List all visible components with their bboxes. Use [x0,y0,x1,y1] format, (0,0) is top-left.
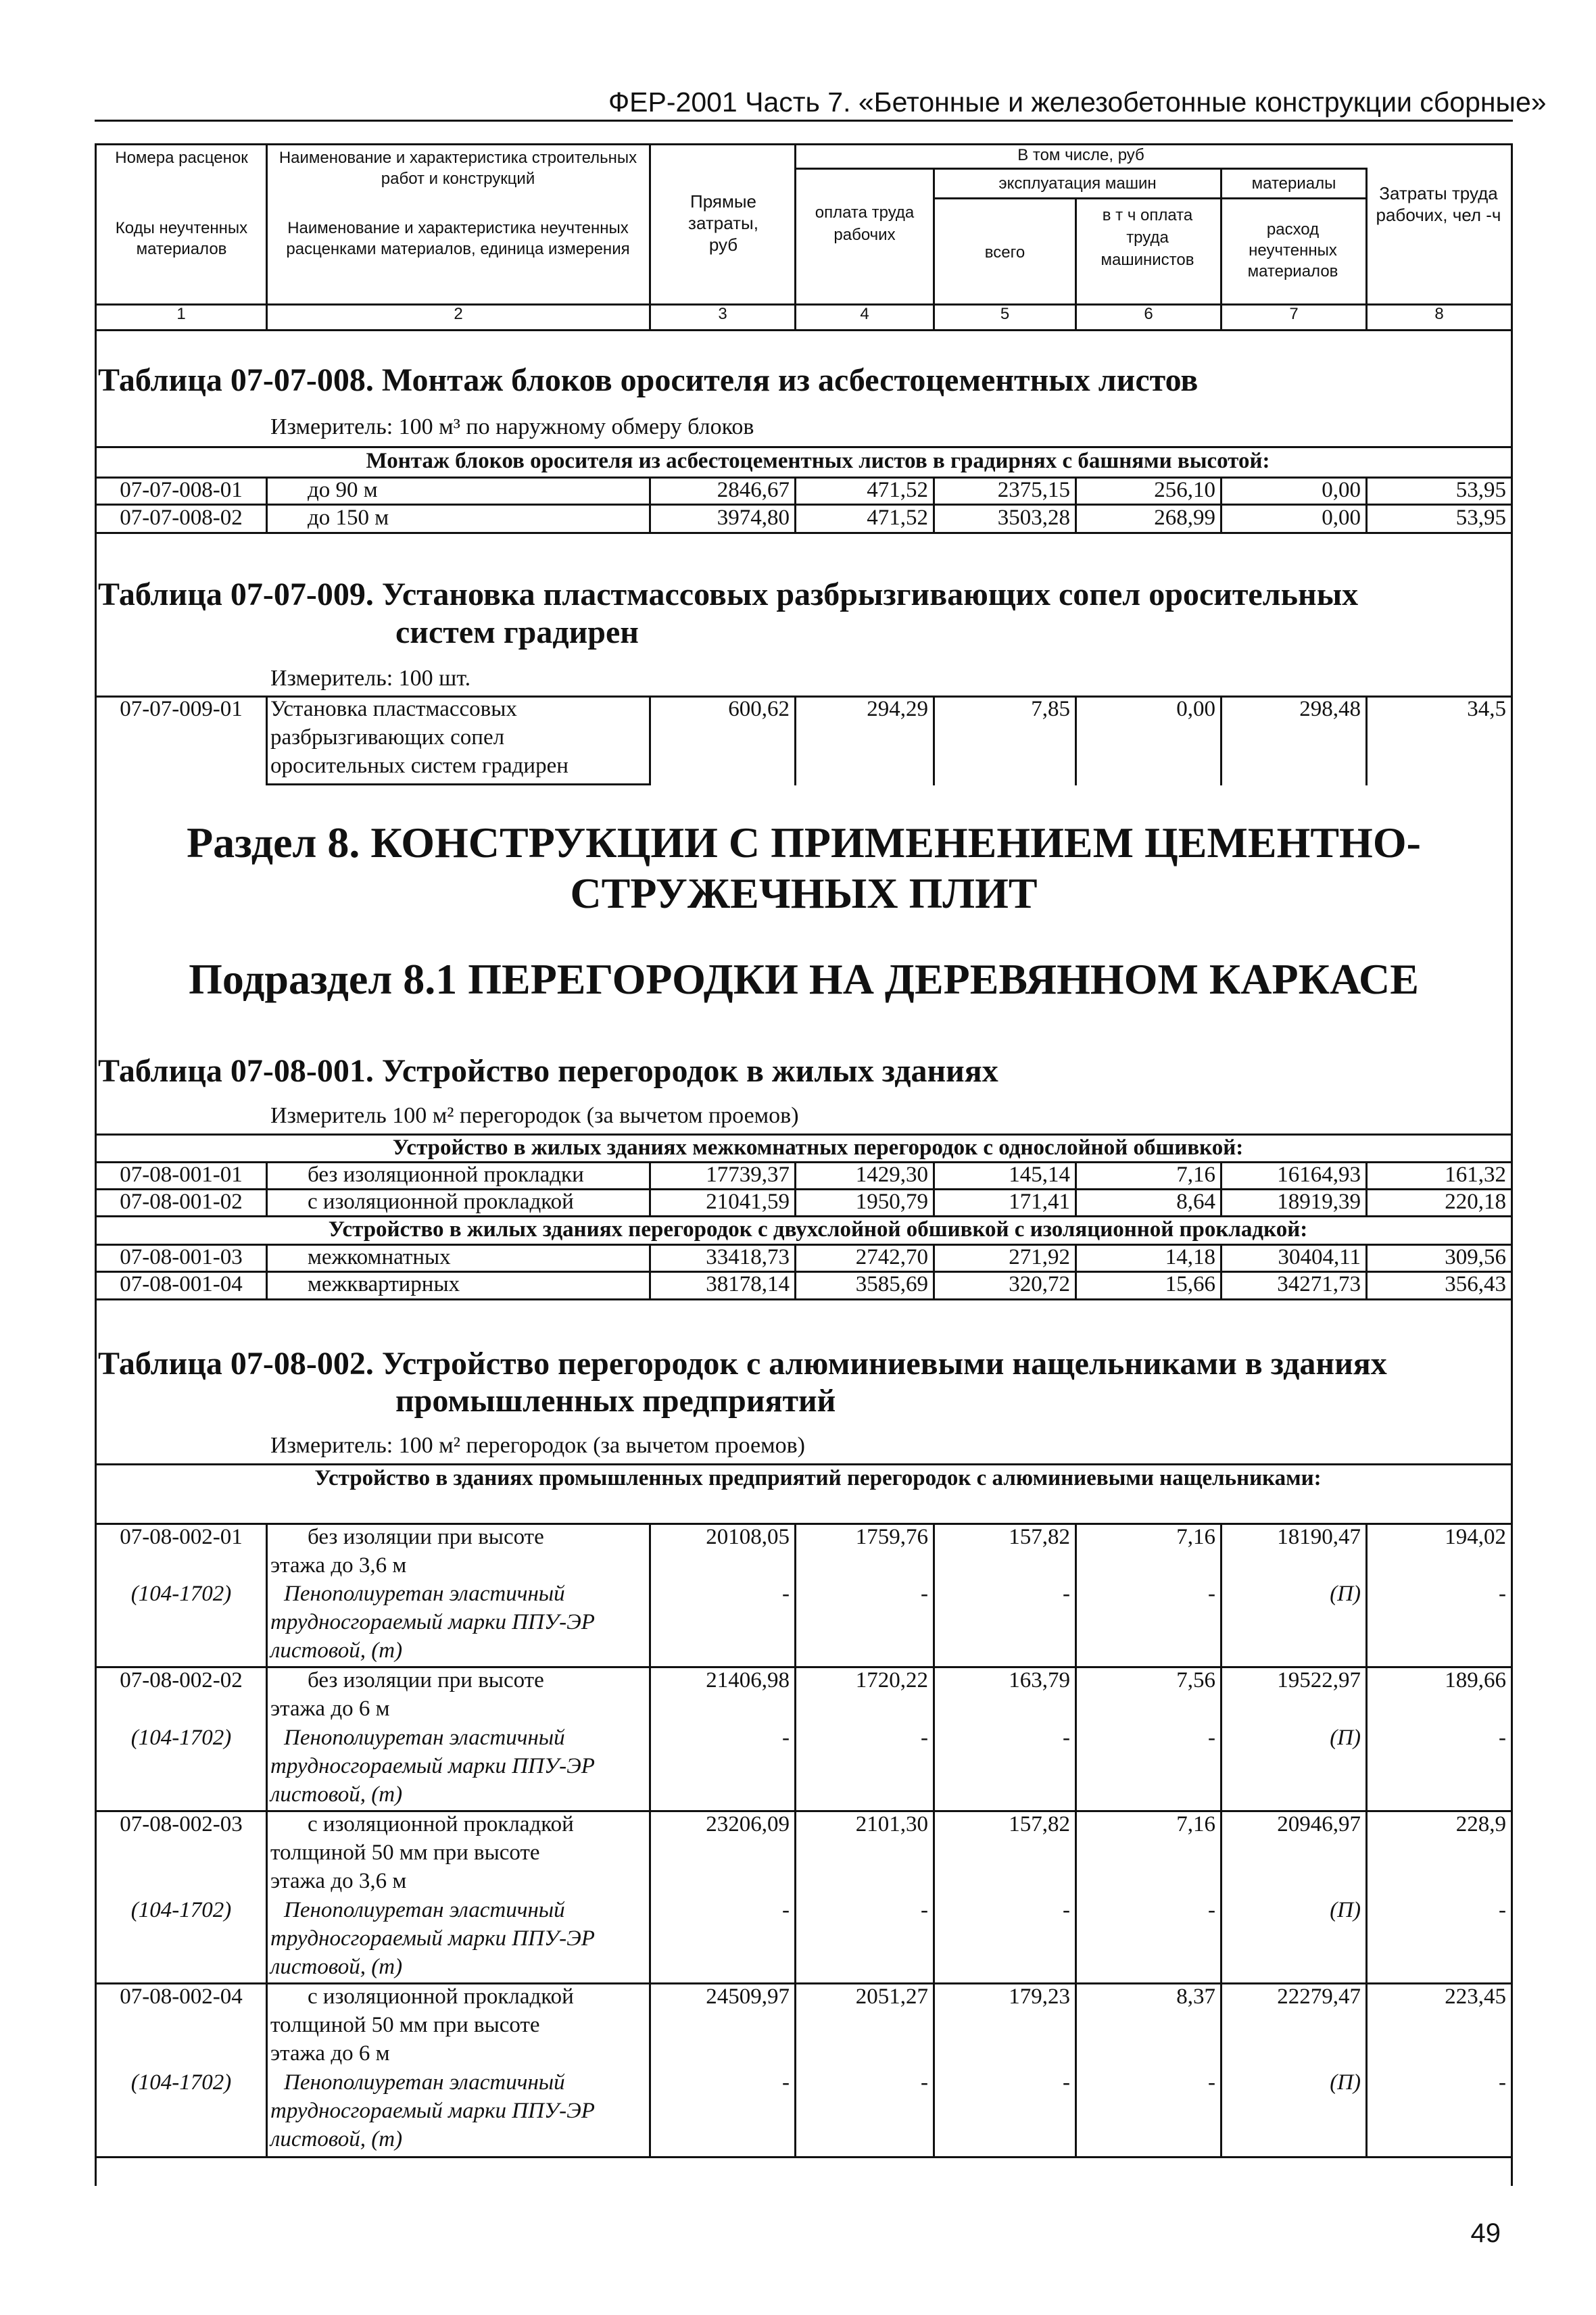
direct-costs: 3974,80 [717,506,790,530]
direct-costs: 33418,73 [706,1245,790,1269]
column-number: 2 [454,305,463,323]
running-header: ФЕР-2001 Часть 7. «Бетонные и железобетонные конструкции сборные» [608,87,1547,118]
material-name: Пенополиуретан эластичный [284,1898,565,1922]
column-header-including: В том числе, руб [1017,146,1144,164]
table-title-continued: промышленных предприятий [395,1383,836,1419]
operators-pay: 8,64 [1176,1190,1215,1214]
dash: - [1063,2070,1070,2095]
column-number: 1 [176,305,186,323]
machines-total: 145,14 [1009,1163,1070,1187]
materials-value: 18919,39 [1277,1190,1361,1214]
rate-code: 07-08-001-01 [120,1163,243,1187]
rate-code: 07-08-002-04 [120,1984,243,2009]
materials-value: 0,00 [1322,478,1361,502]
rate-code: 07-07-008-01 [120,478,243,502]
rate-code: 07-08-002-03 [120,1812,243,1836]
material-name: Пенополиуретан эластичный [284,2070,565,2095]
labor-pay: 2051,27 [855,1984,928,2009]
column-header-labor-hours: Затраты труда рабочих, чел -ч [1376,183,1501,225]
table-meter: Измеритель: 100 м² перегородок (за вычетом проемов) [270,1433,805,1458]
group-heading: Монтаж блоков оросителя из асбестоцементных листов в градирнях с башнями высотой: [366,449,1270,473]
column-header-operators-pay: в т ч оплата труда машинистов [1101,206,1194,269]
rate-name: этажа до 6 м [270,2041,390,2066]
labor-hours: 356,43 [1445,1272,1506,1296]
direct-costs: 23206,09 [706,1812,790,1836]
labor-hours: 309,56 [1445,1245,1506,1269]
material-project-mark: (П) [1330,1582,1361,1606]
labor-pay: 1759,76 [855,1525,928,1549]
column-header-labor-pay: оплата труда рабочих [815,203,915,244]
column-header-materials-names: Наименование и характеристика неучтенных расценками материалов, единица измерения [286,219,630,258]
dash: - [1499,1726,1506,1750]
frame-right [1511,143,1513,2186]
operators-pay: 268,99 [1154,506,1215,530]
materials-value: 298,48 [1299,697,1361,721]
operators-pay: 7,16 [1176,1163,1215,1187]
dash: - [1499,1898,1506,1922]
material-name: трудносгораемый марки ППУ-ЭР [270,2099,595,2123]
operators-pay: 14,18 [1165,1245,1215,1269]
materials-value: 30404,11 [1278,1245,1361,1269]
labor-pay: 3585,69 [855,1272,928,1296]
operators-pay: 7,16 [1176,1525,1215,1549]
direct-costs: 17739,37 [706,1163,790,1187]
section-title-continued: СТРУЖЕЧНЫХ ПЛИТ [570,869,1038,917]
materials-value: 22279,47 [1277,1984,1361,2009]
material-project-mark: (П) [1330,1726,1361,1750]
rate-code: 07-07-009-01 [120,697,243,721]
operators-pay: 15,66 [1165,1272,1215,1296]
material-name: трудносгораемый марки ППУ-ЭР [270,1754,595,1778]
labor-hours: 53,95 [1455,478,1506,502]
dash: - [921,1726,928,1750]
rate-name: межкомнатных [308,1245,451,1269]
labor-pay: 294,29 [867,697,928,721]
dash: - [1208,1726,1215,1750]
rate-name: разбрызгивающих сопел [270,725,505,750]
column-header-materials: материалы [1251,174,1336,193]
machines-total: 3503,28 [997,506,1070,530]
material-name: листовой, (т) [270,1955,403,1979]
dash: - [921,1898,928,1922]
direct-costs: 24509,97 [706,1984,790,2009]
dash: - [1208,2070,1215,2095]
subsection-title: Подраздел 8.1 ПЕРЕГОРОДКИ НА ДЕРЕВЯННОМ КАРКАСЕ [189,955,1419,1003]
column-number: 6 [1144,305,1153,323]
dash: - [1499,2070,1506,2095]
operators-pay: 8,37 [1176,1984,1215,2009]
group-heading: Устройство в жилых зданиях межкомнатных перегородок с однослойной обшивкой: [392,1136,1244,1160]
machines-total: 157,82 [1009,1812,1070,1836]
column-number: 4 [860,305,869,323]
labor-pay: 2101,30 [855,1812,928,1836]
rate-code: 07-08-002-01 [120,1525,243,1549]
material-code: (104-1702) [130,1582,232,1606]
labor-hours: 53,95 [1455,506,1506,530]
materials-value: 16164,93 [1277,1163,1361,1187]
material-name: трудносгораемый марки ППУ-ЭР [270,1610,595,1634]
material-code: (104-1702) [130,2070,232,2095]
material-name: листовой, (т) [270,1782,403,1807]
machines-total: 163,79 [1009,1668,1070,1692]
material-code: (104-1702) [130,1726,232,1750]
machines-total: 7,85 [1031,697,1070,721]
table-title: Таблица 07-07-009. Установка пластмассовых разбрызгивающих сопел оросительных [98,577,1359,612]
material-name: Пенополиуретан эластичный [284,1726,565,1750]
machines-total: 271,92 [1009,1245,1070,1269]
dash: - [921,2070,928,2095]
dash: - [1063,1726,1070,1750]
labor-hours: 34,5 [1467,697,1506,721]
page-number: 49 [1470,2218,1501,2248]
operators-pay: 0,00 [1176,697,1215,721]
dash: - [1063,1582,1070,1606]
column-header-works: Наименование и характеристика строительных работ и конструкций [279,149,637,188]
direct-costs: 20108,05 [706,1525,790,1549]
rate-name: до 90 м [308,478,378,502]
rate-name: толщиной 50 мм при высоте [270,2013,540,2037]
table-meter: Измеритель: 100 шт. [270,666,471,691]
material-project-mark: (П) [1330,2070,1361,2095]
rate-name: до 150 м [308,506,389,530]
rate-name: с изоляционной прокладкой [308,1812,574,1836]
section-title: Раздел 8. КОНСТРУКЦИИ С ПРИМЕНЕНИЕМ ЦЕМЕНТНО- [187,819,1421,867]
materials-value: 34271,73 [1277,1272,1361,1296]
labor-pay: 1429,30 [855,1163,928,1187]
table-title: Таблица 07-08-001. Устройство перегородок в жилых зданиях [98,1053,998,1089]
labor-hours: 194,02 [1445,1525,1506,1549]
labor-pay: 471,52 [867,478,928,502]
material-name: трудносгораемый марки ППУ-ЭР [270,1926,595,1951]
dash: - [1063,1898,1070,1922]
rate-name: этажа до 3,6 м [270,1553,407,1578]
materials-value: 20946,97 [1277,1812,1361,1836]
column-header-material-consumption: расход неучтенных материалов [1247,220,1338,281]
rate-code: 07-08-001-03 [120,1245,243,1269]
machines-total: 320,72 [1009,1272,1070,1296]
dash: - [782,2070,790,2095]
column-header-direct-costs: Прямые затраты, руб [688,191,758,255]
rate-name: толщиной 50 мм при высоте [270,1841,540,1865]
rate-name: без изоляции при высоте [308,1525,544,1549]
table-title: Таблица 07-07-008. Монтаж блоков оросителя из асбестоцементных листов [98,362,1199,398]
machines-total: 179,23 [1009,1984,1070,2009]
dash: - [782,1582,790,1606]
labor-pay: 1950,79 [855,1190,928,1214]
column-number: 3 [718,305,727,323]
labor-pay: 1720,22 [855,1668,928,1692]
materials-value: 0,00 [1322,506,1361,530]
dash: - [1208,1898,1215,1922]
operators-pay: 256,10 [1154,478,1215,502]
labor-hours: 223,45 [1445,1984,1506,2009]
direct-costs: 21406,98 [706,1668,790,1692]
header-rule [95,120,1513,122]
rate-code: 07-08-001-04 [120,1272,243,1296]
direct-costs: 2846,67 [717,478,790,502]
operators-pay: 7,56 [1176,1668,1215,1692]
machines-total: 171,41 [1009,1190,1070,1214]
material-name: листовой, (т) [270,1638,403,1663]
group-heading: Устройство в зданиях промышленных предприятий перегородок с алюминиевыми нащельниками: [314,1466,1322,1490]
rate-name: без изоляционной прокладки [308,1163,584,1187]
table-meter: Измеритель: 100 м³ по наружному обмеру блоков [270,414,754,439]
rate-code: 07-08-001-02 [120,1190,243,1214]
rate-name: межквартирных [308,1272,460,1296]
material-name: Пенополиуретан эластичный [284,1582,565,1606]
labor-hours: 220,18 [1445,1190,1506,1214]
column-header-rate-numbers: Номера расценок [115,149,248,167]
table-meter: Измеритель 100 м² перегородок (за вычетом проемов) [270,1103,799,1128]
group-heading: Устройство в жилых зданиях перегородок с двухслойной обшивкой с изоляционной прокладкой: [328,1217,1308,1242]
labor-pay: 2742,70 [855,1245,928,1269]
labor-hours: 189,66 [1445,1668,1506,1692]
direct-costs: 21041,59 [706,1190,790,1214]
column-number: 5 [1000,305,1010,323]
column-number: 8 [1434,305,1444,323]
column-header-machines: эксплуатация машин [998,174,1157,193]
material-name: листовой, (т) [270,2127,403,2151]
dash: - [782,1726,790,1750]
material-code: (104-1702) [130,1898,232,1922]
rate-code: 07-08-002-02 [120,1668,243,1692]
direct-costs: 600,62 [728,697,790,721]
material-project-mark: (П) [1330,1898,1361,1922]
table-title-continued: систем градирен [395,614,639,650]
column-header-material-codes: Коды неучтенных материалов [115,219,248,258]
frame-top [95,143,1513,145]
column-header-total: всего [984,243,1025,262]
materials-value: 19522,97 [1277,1668,1361,1692]
rate-name: этажа до 3,6 м [270,1869,407,1893]
rate-name: без изоляции при высоте [308,1668,544,1692]
labor-pay: 471,52 [867,506,928,530]
column-number: 7 [1289,305,1299,323]
labor-hours: 228,9 [1455,1812,1506,1836]
table-title: Таблица 07-08-002. Устройство перегородок с алюминиевыми нащельниками в зданиях [98,1346,1387,1382]
dash: - [1208,1582,1215,1606]
machines-total: 157,82 [1009,1525,1070,1549]
machines-total: 2375,15 [997,478,1070,502]
rate-name: с изоляционной прокладкой [308,1190,574,1214]
rate-code: 07-07-008-02 [120,506,243,530]
rate-name: этажа до 6 м [270,1697,390,1721]
operators-pay: 7,16 [1176,1812,1215,1836]
rate-name: Установка пластмассовых [270,697,517,721]
dash: - [782,1898,790,1922]
labor-hours: 161,32 [1445,1163,1506,1187]
direct-costs: 38178,14 [706,1272,790,1296]
materials-value: 18190,47 [1277,1525,1361,1549]
dash: - [921,1582,928,1606]
rate-name: с изоляционной прокладкой [308,1984,574,2009]
dash: - [1499,1582,1506,1606]
rate-name: оросительных систем градирен [270,754,569,778]
